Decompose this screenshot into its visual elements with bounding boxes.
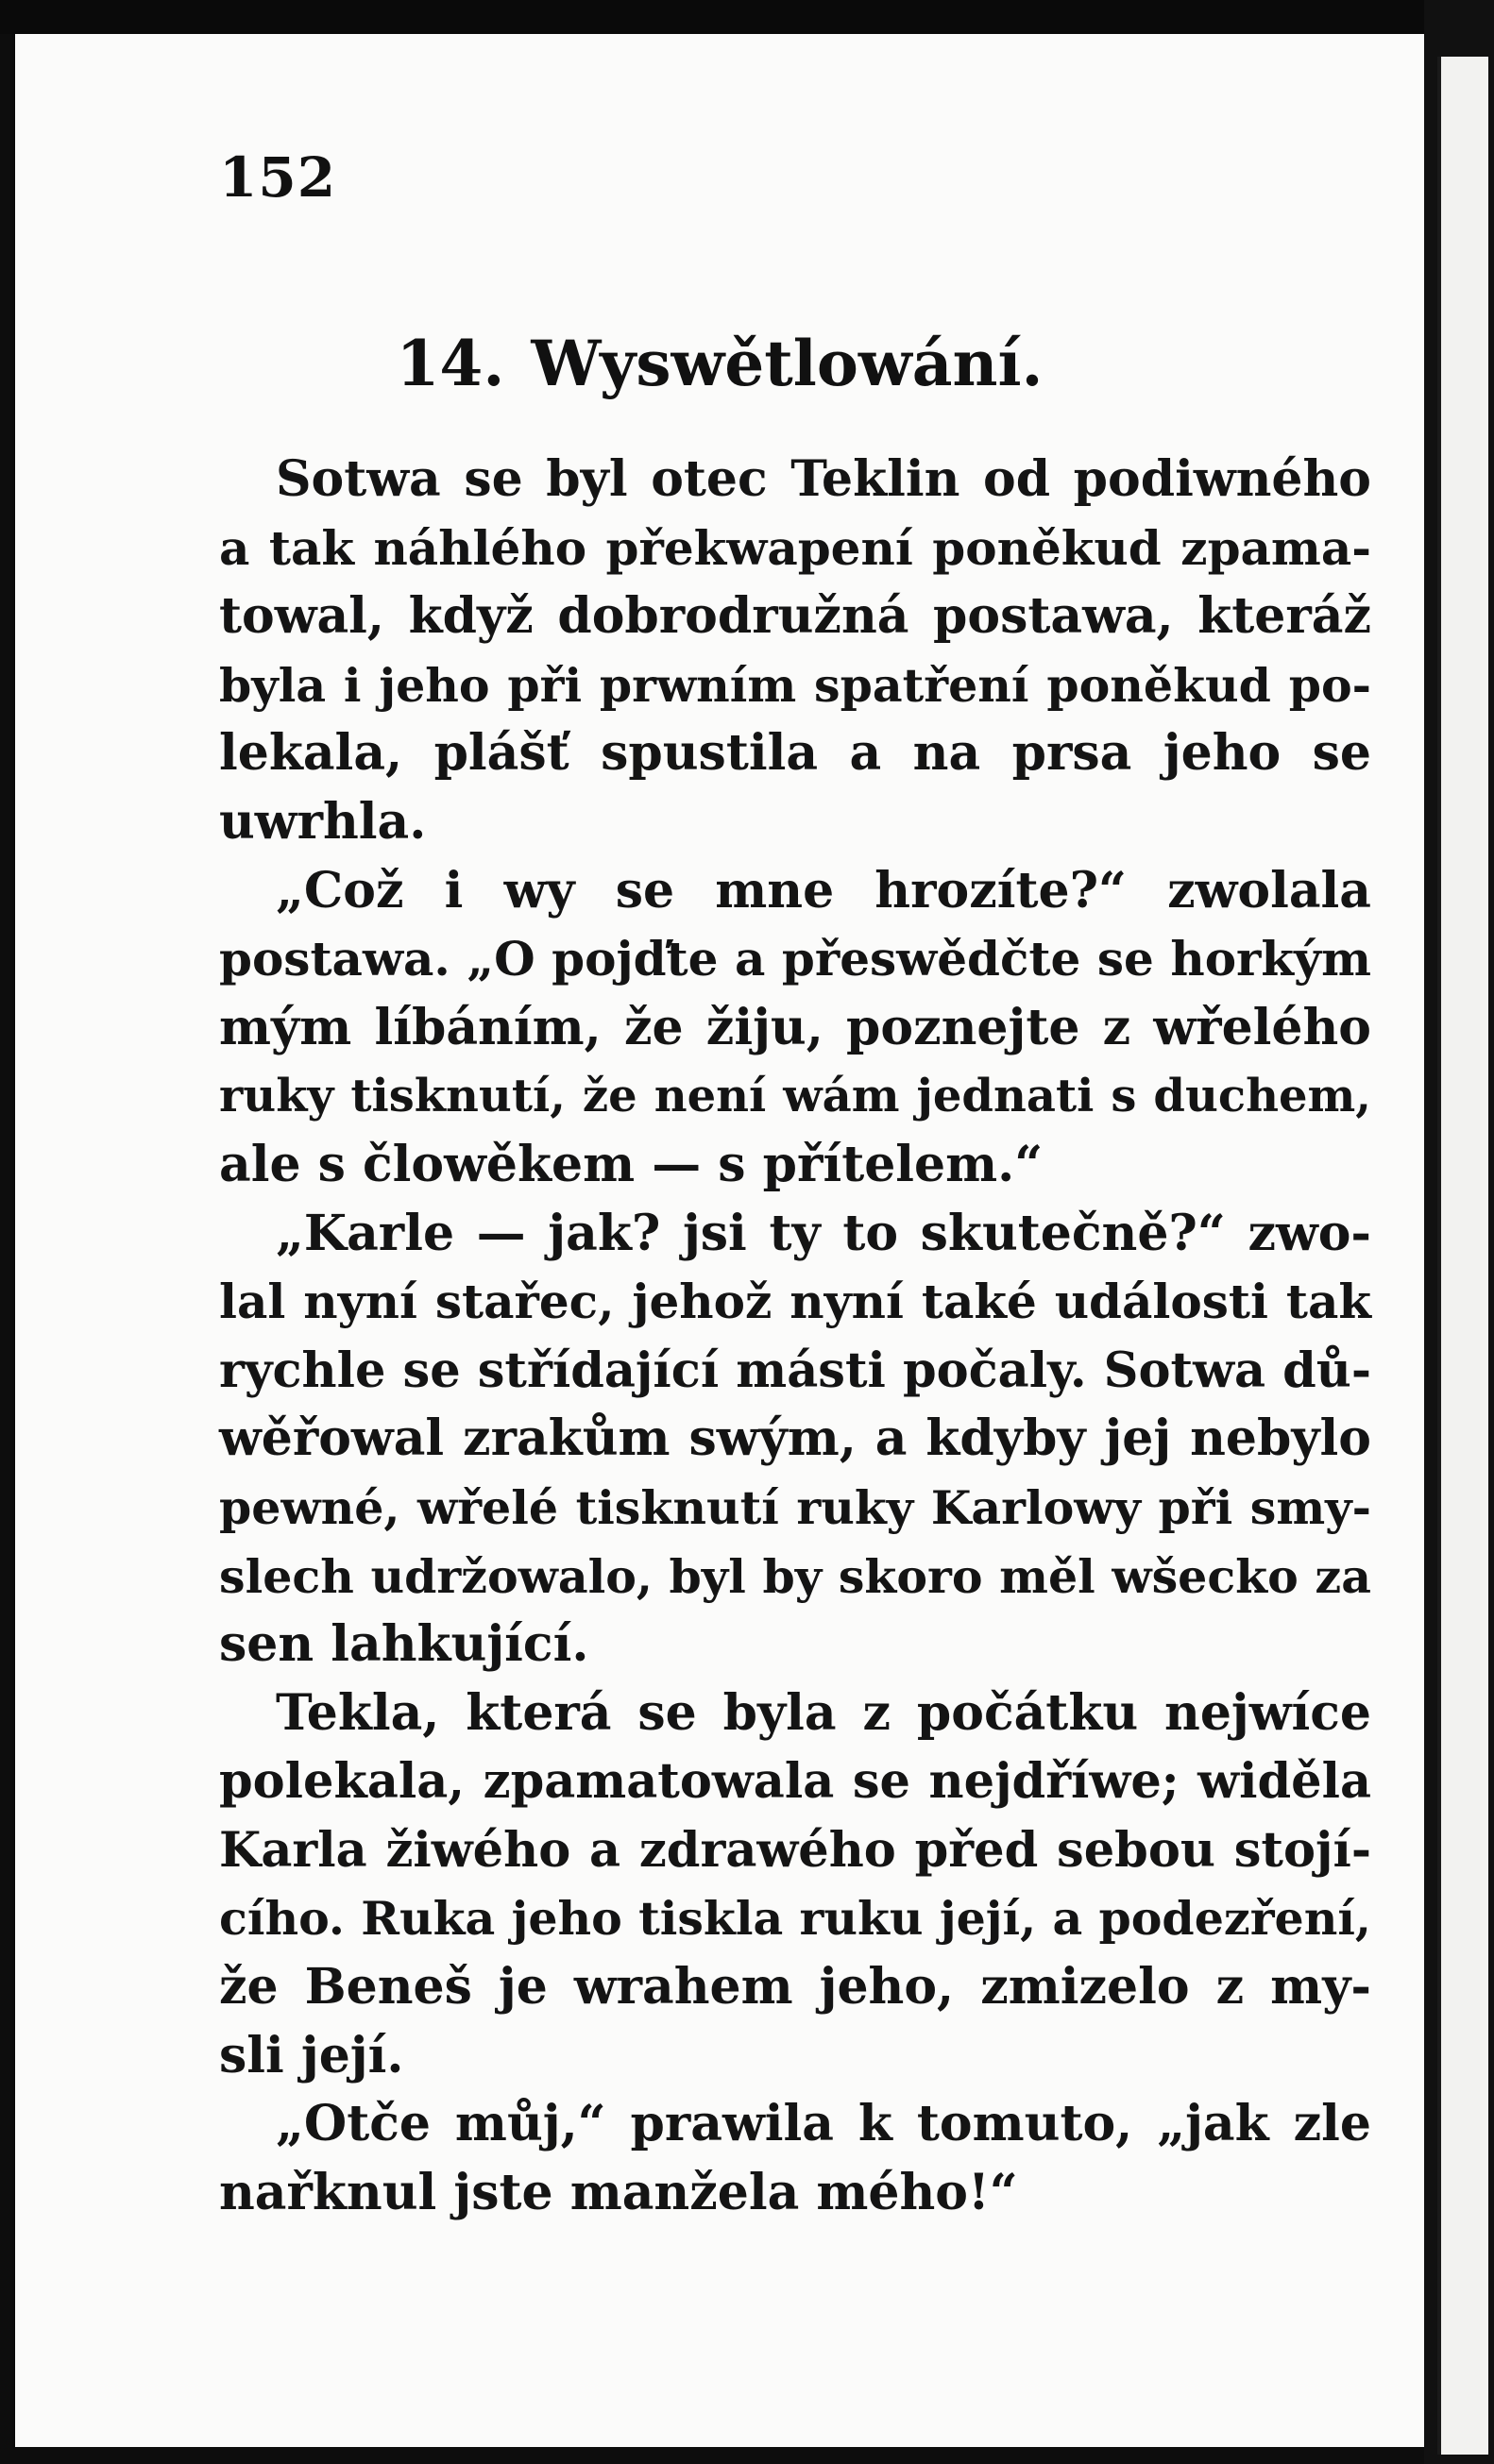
text-line: ale s člowěkem — s přítelem.“ xyxy=(219,1135,1044,1193)
scan-border-right xyxy=(1424,0,1494,2464)
text-line: postawa. „O pojďte a přeswědčte se horkým xyxy=(219,931,1371,987)
text-line: wěřowal zrakům swým, a kdyby jej nebylo xyxy=(219,1409,1371,1468)
text-line: polekala, zpamatowala se nejdříwe; widěla xyxy=(219,1753,1371,1811)
text-line: sen lahkující. xyxy=(219,1615,589,1674)
text-line: Tekla, která se byla z počátku nejwíce xyxy=(276,1683,1371,1742)
text-line: ruky tisknutí, že není wám jednati s duchem, xyxy=(219,1070,1371,1123)
text-line: rychle se střídající másti počaly. Sotwa dů- xyxy=(219,1342,1371,1399)
scan-border-top xyxy=(0,0,1494,34)
chapter-title: Wyswětlowání. xyxy=(531,327,1044,400)
text-line: a tak náhlého překwapení poněkud zpama- xyxy=(219,519,1371,576)
chapter-heading xyxy=(15,327,1424,400)
text-line: mým líbáním, že žiju, poznejte z wřelého xyxy=(219,998,1371,1056)
text-line: cího. Ruka jeho tiskla ruku její, a podezření, xyxy=(219,1891,1371,1947)
text-line: „Karle — jak? jsi ty to skutečně?“ zwo- xyxy=(276,1204,1371,1262)
text-line: že Beneš je wrahem jeho, zmizelo z my- xyxy=(219,1958,1371,2017)
text-line: sli její. xyxy=(219,2026,404,2084)
text-line: pewné, wřelé tisknutí ruky Karlowy při smy- xyxy=(219,1479,1371,1535)
text-line: Sotwa se byl otec Teklin od podiwného xyxy=(276,450,1371,508)
text-line: „Otče můj,“ prawila k tomuto, „jak zle xyxy=(276,2095,1371,2153)
text-line: slech udržowalo, byl by skoro měl wšecko za xyxy=(219,1548,1371,1604)
text-line: byla i jeho při prwním spatření poněkud po- xyxy=(219,657,1371,713)
text-line: „Což i wy se mne hrozíte?“ zwolala xyxy=(276,861,1371,920)
text-line: lal nyní stařec, jehož nyní také události tak xyxy=(219,1274,1371,1330)
text-line: Karla žiwého a zdrawého před sebou stojí- xyxy=(219,1821,1371,1879)
text-line: towal, když dobrodružná postawa, kteráž xyxy=(219,587,1371,646)
page-number: 152 xyxy=(219,145,337,210)
adjacent-page-edge xyxy=(1437,57,1488,2455)
text-line: nařknul jste manžela mého!“ xyxy=(219,2163,1018,2221)
chapter-number: 14. xyxy=(396,327,505,400)
book-page xyxy=(15,34,1424,2447)
text-line: lekala, plášť spustila a na prsa jeho se xyxy=(219,724,1371,783)
body-text xyxy=(219,446,1371,2227)
text-line: uwrhla. xyxy=(219,792,427,851)
